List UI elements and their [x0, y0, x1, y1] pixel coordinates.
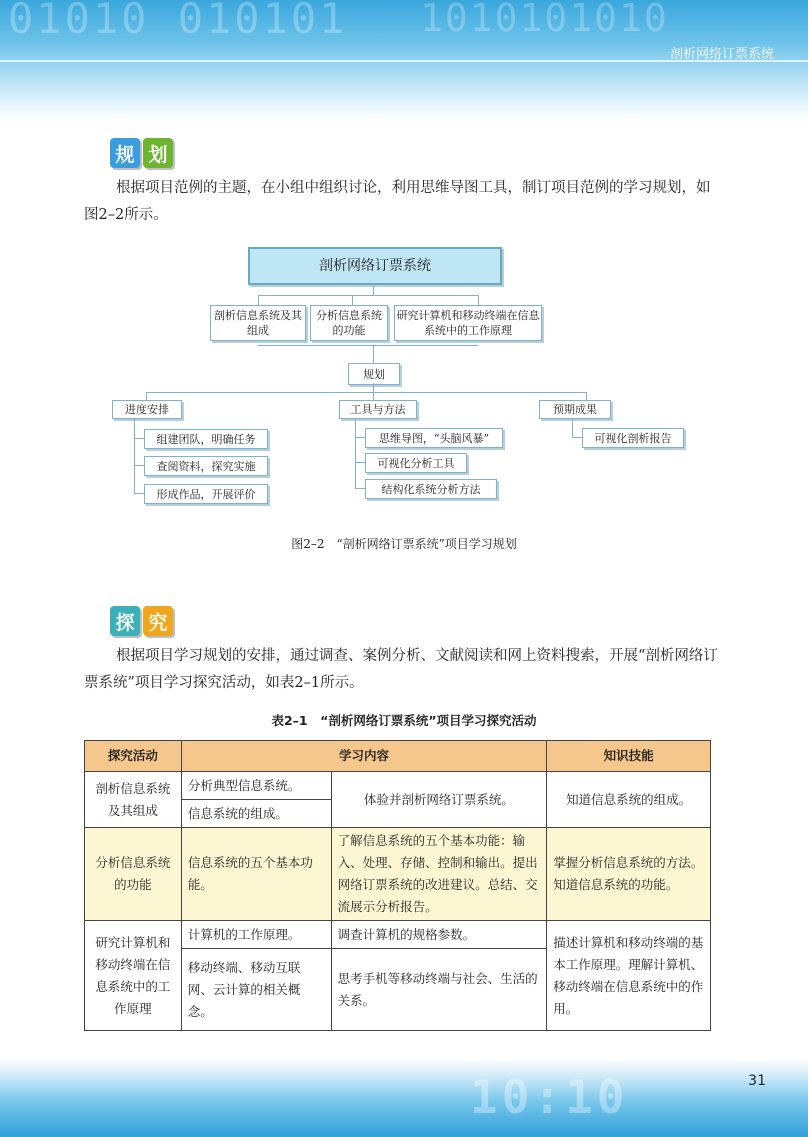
planning-paragraph: 根据项目范例的主题，在小组中组织讨论，利用思维导图工具，制订项目范例的学习规划，如图2–2所示。 [84, 180, 711, 223]
mindmap-tools-item-1: 思维导图，“头脑风暴” [365, 428, 503, 448]
mindmap-tools-item-3: 结构化系统分析方法 [365, 479, 497, 499]
table-header-content: 学习内容 [181, 741, 546, 772]
header-digits-decoration-right: 1010101010 [420, 0, 669, 40]
row1-content-a2: 信息系统的组成。 [181, 800, 331, 828]
table-row [85, 772, 711, 800]
row3-content-a2: 移动终端、移动互联网、云计算的相关概念。 [181, 949, 331, 1031]
explore-badge-char-2: 究 [143, 606, 173, 636]
figure-caption: 图2–2 “剖析网络订票系统”项目学习规划 [291, 537, 517, 551]
mindmap-tools-item-2: 可视化分析工具 [365, 453, 467, 473]
explore-badge-char-1: 探 [110, 606, 140, 636]
explore-badge [110, 606, 173, 638]
exploration-table [84, 740, 711, 1031]
page-number: 31 [748, 1073, 766, 1089]
planning-mindmap [110, 243, 692, 523]
running-header-title: 剖析网络订票系统 [669, 47, 774, 62]
mindmap-goal-2: 分析信息系统的功能 [310, 305, 388, 341]
row1-content-a1: 分析典型信息系统。 [181, 772, 331, 800]
row2-activity: 分析信息系统的功能 [85, 828, 182, 921]
mindmap-branch-results: 预期成果 [539, 400, 611, 419]
mindmap-schedule-item-1: 组建团队，明确任务 [144, 429, 268, 449]
row2-content-b: 了解信息系统的五个基本功能：输入、处理、存储、控制和输出。提出网络订票系统的改进建议。总结、交流展示分析报告。 [331, 828, 547, 921]
planning-badge [110, 138, 173, 170]
mindmap-branch-schedule: 进度安排 [112, 400, 182, 419]
planning-badge-char-2: 划 [143, 138, 173, 168]
mindmap-results-item-1: 可视化剖析报告 [582, 428, 684, 448]
row3-content-b1: 调查计算机的规格参数。 [331, 921, 547, 949]
mindmap-goal-1: 剖析信息系统及其组成 [210, 305, 306, 341]
row3-content-a1: 计算机的工作原理。 [181, 921, 331, 949]
table-row [85, 828, 711, 921]
row2-skill: 掌握分析信息系统的方法。知道信息系统的功能。 [547, 828, 711, 921]
row1-content-b: 体验并剖析网络订票系统。 [331, 772, 547, 828]
row1-activity: 剖析信息系统及其组成 [85, 772, 182, 828]
mindmap-center: 规划 [348, 363, 400, 385]
mindmap-goal-3: 研究计算机和移动终端在信息系统中的工作原理 [394, 305, 542, 341]
mindmap-schedule-item-3: 形成作品，开展评价 [144, 484, 268, 504]
table-header-row [85, 741, 711, 772]
header-digits-decoration: 01010 010101 [8, 0, 348, 43]
mindmap-schedule-item-2: 查阅资料，探究实施 [144, 456, 268, 476]
mindmap-branch-tools: 工具与方法 [339, 400, 417, 419]
mindmap-root: 剖析网络订票系统 [248, 247, 502, 285]
table-header-activity: 探究活动 [85, 741, 182, 772]
table-caption: 表2–1 “剖析网络订票系统”项目学习探究活动 [271, 713, 537, 728]
row3-skill: 描述计算机和移动终端的基本工作原理。理解计算机、移动终端在信息系统中的作用。 [547, 921, 711, 1031]
footer-band [0, 1058, 808, 1137]
table-row [85, 921, 711, 949]
explore-paragraph: 根据项目学习规划的安排，通过调查、案例分析、文献阅读和网上资料搜索，开展“剖析网络订票系统”项目学习探究活动，如表2–1所示。 [84, 648, 718, 691]
planning-badge-char-1: 规 [110, 138, 140, 168]
row2-content-a: 信息系统的五个基本功能。 [181, 828, 331, 921]
row1-skill: 知道信息系统的组成。 [547, 772, 711, 828]
row3-content-b2: 思考手机等移动终端与社会、生活的关系。 [331, 949, 547, 1031]
row3-activity: 研究计算机和移动终端在信息系统中的工作原理 [85, 921, 182, 1031]
header-band [0, 0, 808, 120]
table-header-skill: 知识技能 [547, 741, 711, 772]
footer-digits-decoration: 10:10 [470, 1070, 629, 1124]
